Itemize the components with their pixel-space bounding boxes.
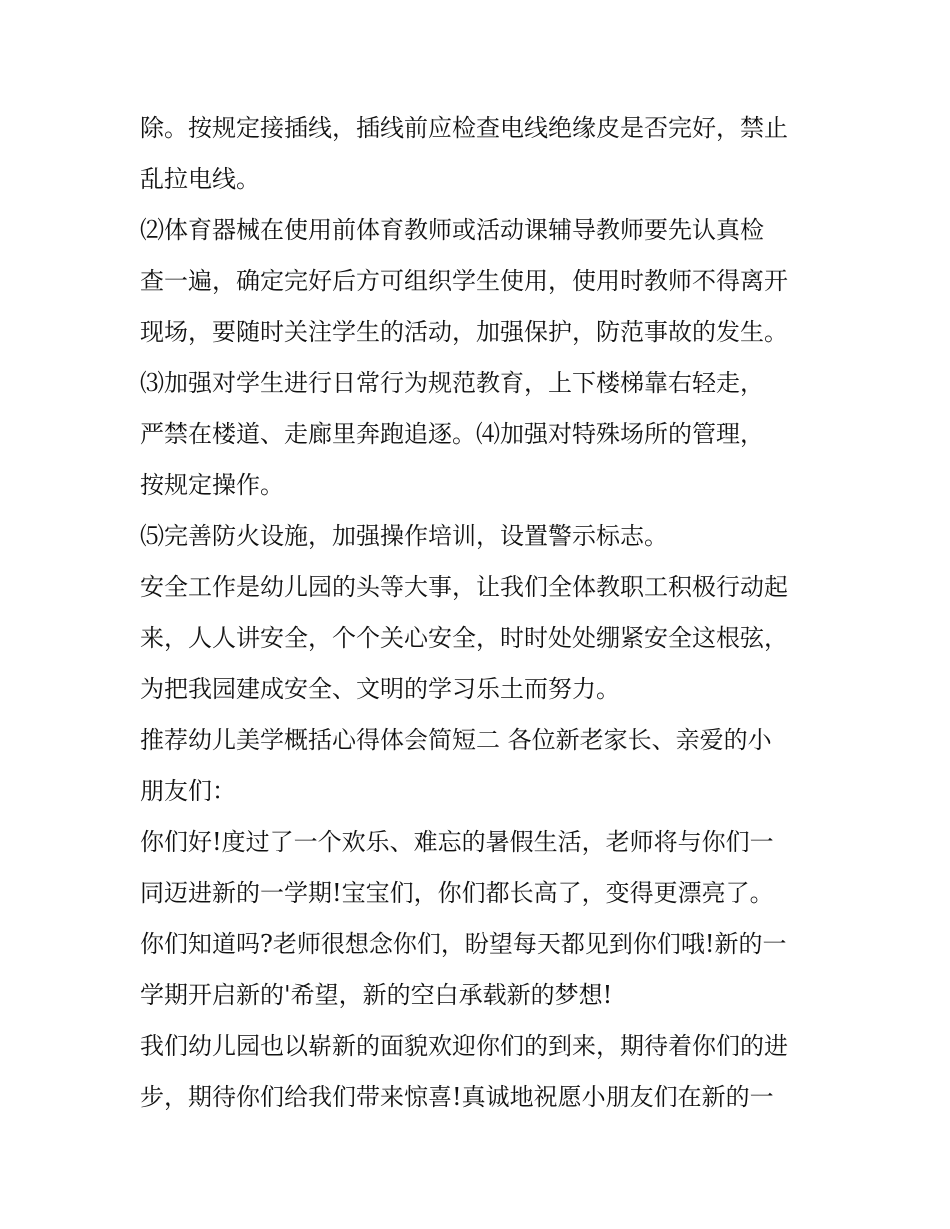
text-line: ⑶加强对学生进行日常行为规范教育，上下楼梯靠右轻走， <box>140 369 764 397</box>
text-line: 同迈进新的一学期!宝宝们，你们都长高了，变得更漂亮了。 <box>140 879 774 907</box>
text-line: 学期开启新的'希望，新的空白承载新的梦想! <box>140 981 613 1009</box>
text-line: 你们知道吗?老师很想念你们，盼望每天都见到你们哦!新的一 <box>140 930 787 958</box>
text-line: 按规定操作。 <box>140 471 284 499</box>
text-line: 步，期待你们给我们带来惊喜!真诚地祝愿小朋友们在新的一 <box>140 1083 774 1111</box>
text-line: 查一遍，确定完好后方可组织学生使用，使用时教师不得离开 <box>140 267 788 295</box>
text-line: 乱拉电线。 <box>140 165 260 193</box>
body-text <box>140 103 830 1123</box>
text-line: 除。按规定接插线，插线前应检查电线绝缘皮是否完好，禁止 <box>140 114 788 142</box>
text-line: 推荐幼儿美学概括心得体会简短二 各位新老家长、亲爱的小 <box>140 726 772 754</box>
text-line: 安全工作是幼儿园的头等大事，让我们全体教职工积极行动起 <box>140 573 788 601</box>
text-line: 来，人人讲安全，个个关心安全，时时处处绷紧安全这根弦， <box>140 624 788 652</box>
text-line: 朋友们： <box>140 777 236 805</box>
text-line: 现场，要随时关注学生的活动，加强保护，防范事故的发生。 <box>140 318 788 346</box>
text-line: 你们好!度过了一个欢乐、难忘的暑假生活，老师将与你们一 <box>140 828 774 856</box>
text-line: ⑸完善防火设施，加强操作培训，设置警示标志。 <box>140 522 668 550</box>
text-line: 我们幼儿园也以崭新的面貌欢迎你们的到来，期待着你们的进 <box>140 1032 788 1060</box>
text-line: 为把我园建成安全、文明的学习乐土而努力。 <box>140 675 620 703</box>
text-line: ⑵体育器械在使用前体育教师或活动课辅导教师要先认真检 <box>140 216 764 244</box>
text-line: 严禁在楼道、走廊里奔跑追逐。⑷加强对特殊场所的管理， <box>140 420 764 448</box>
